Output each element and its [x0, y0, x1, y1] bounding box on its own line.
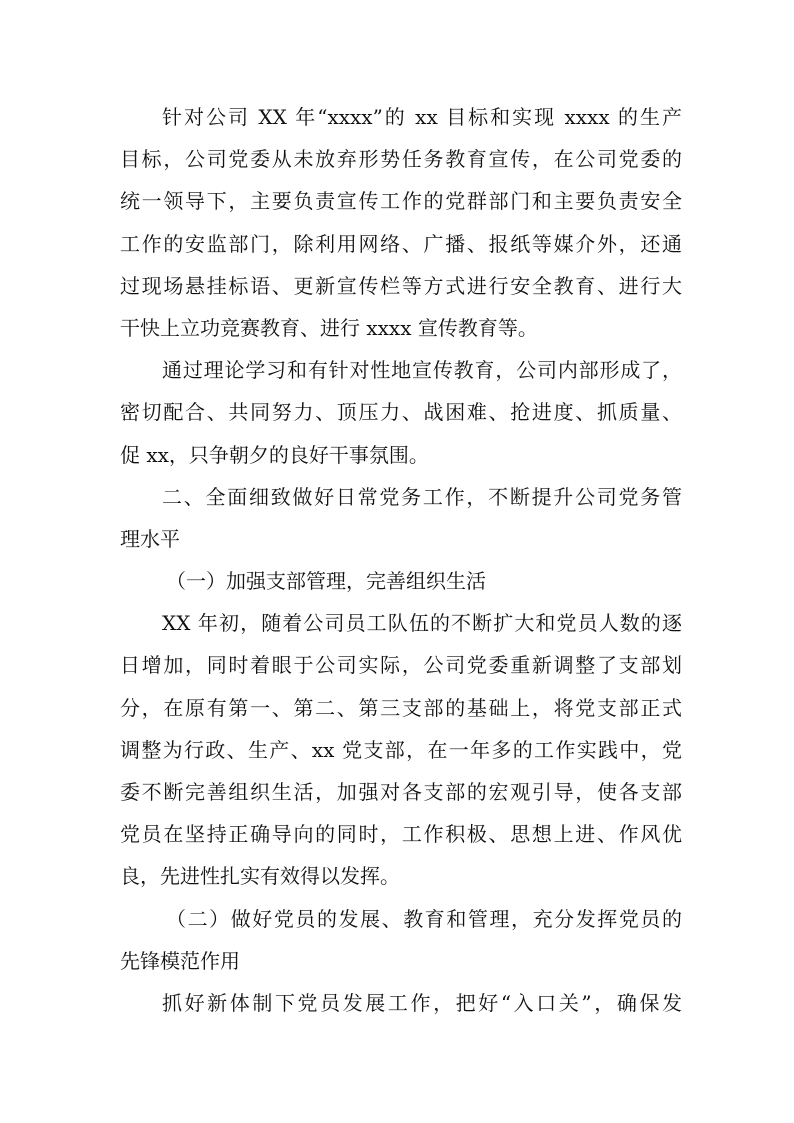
document-body [120, 96, 682, 1024]
subsection-heading: 先锋模范作用 [120, 948, 240, 973]
subsection-heading: （二）做好党员的发展、教育和管理，充分发挥党员的 [166, 906, 682, 931]
text-line: 良，先进性扎实有效得以发挥。 [120, 864, 400, 889]
text-line: XX 年初，随着公司员工队伍的不断扩大和党员人数的逐 [162, 611, 682, 636]
text-line: 密切配合、共同努力、顶压力、战困难、抢进度、抓质量、 [120, 400, 682, 425]
text-line: 针对公司 XX 年“xxxx”的 xx 目标和实现 xxxx 的生产 [162, 105, 682, 129]
text-line: 通过理论学习和有针对性地宣传教育，公司内部形成了， [162, 358, 682, 383]
text-line: 促 xx，只争朝夕的良好干事氛围。 [120, 442, 429, 467]
section-heading: 二、全面细致做好日常党务工作，不断提升公司党务管 [162, 484, 682, 509]
text-line: 委不断完善组织生活，加强对各支部的宏观引导，使各支部 [120, 780, 682, 804]
section-heading: 理水平 [120, 526, 180, 551]
text-line: 党员在坚持正确导向的同时，工作积极、思想上进、作风优 [120, 822, 682, 847]
text-line: 抓好新体制下党员发展工作，把好“入口关”，确保发 [162, 990, 682, 1015]
text-line: 日增加，同时着眼于公司实际，公司党委重新调整了支部划 [120, 653, 682, 678]
text-line: 过现场悬挂标语、更新宣传栏等方式进行安全教育、进行大 [120, 273, 682, 298]
text-line: 统一领导下，主要负责宣传工作的党群部门和主要负责安全 [120, 189, 682, 214]
text-line: 干快上立功竞赛教育、进行 xxxx 宣传教育等。 [120, 315, 538, 340]
text-line: 目标，公司党委从未放弃形势任务教育宣传，在公司党委的 [120, 147, 682, 172]
subsection-heading: （一）加强支部管理，完善组织生活 [166, 569, 486, 594]
text-line: 分，在原有第一、第二、第三支部的基础上，将党支部正式 [120, 695, 682, 720]
text-line: 调整为行政、生产、xx 党支部，在一年多的工作实践中，党 [120, 737, 682, 762]
text-line: 工作的安监部门，除利用网络、广播、报纸等媒介外，还通 [120, 231, 682, 256]
